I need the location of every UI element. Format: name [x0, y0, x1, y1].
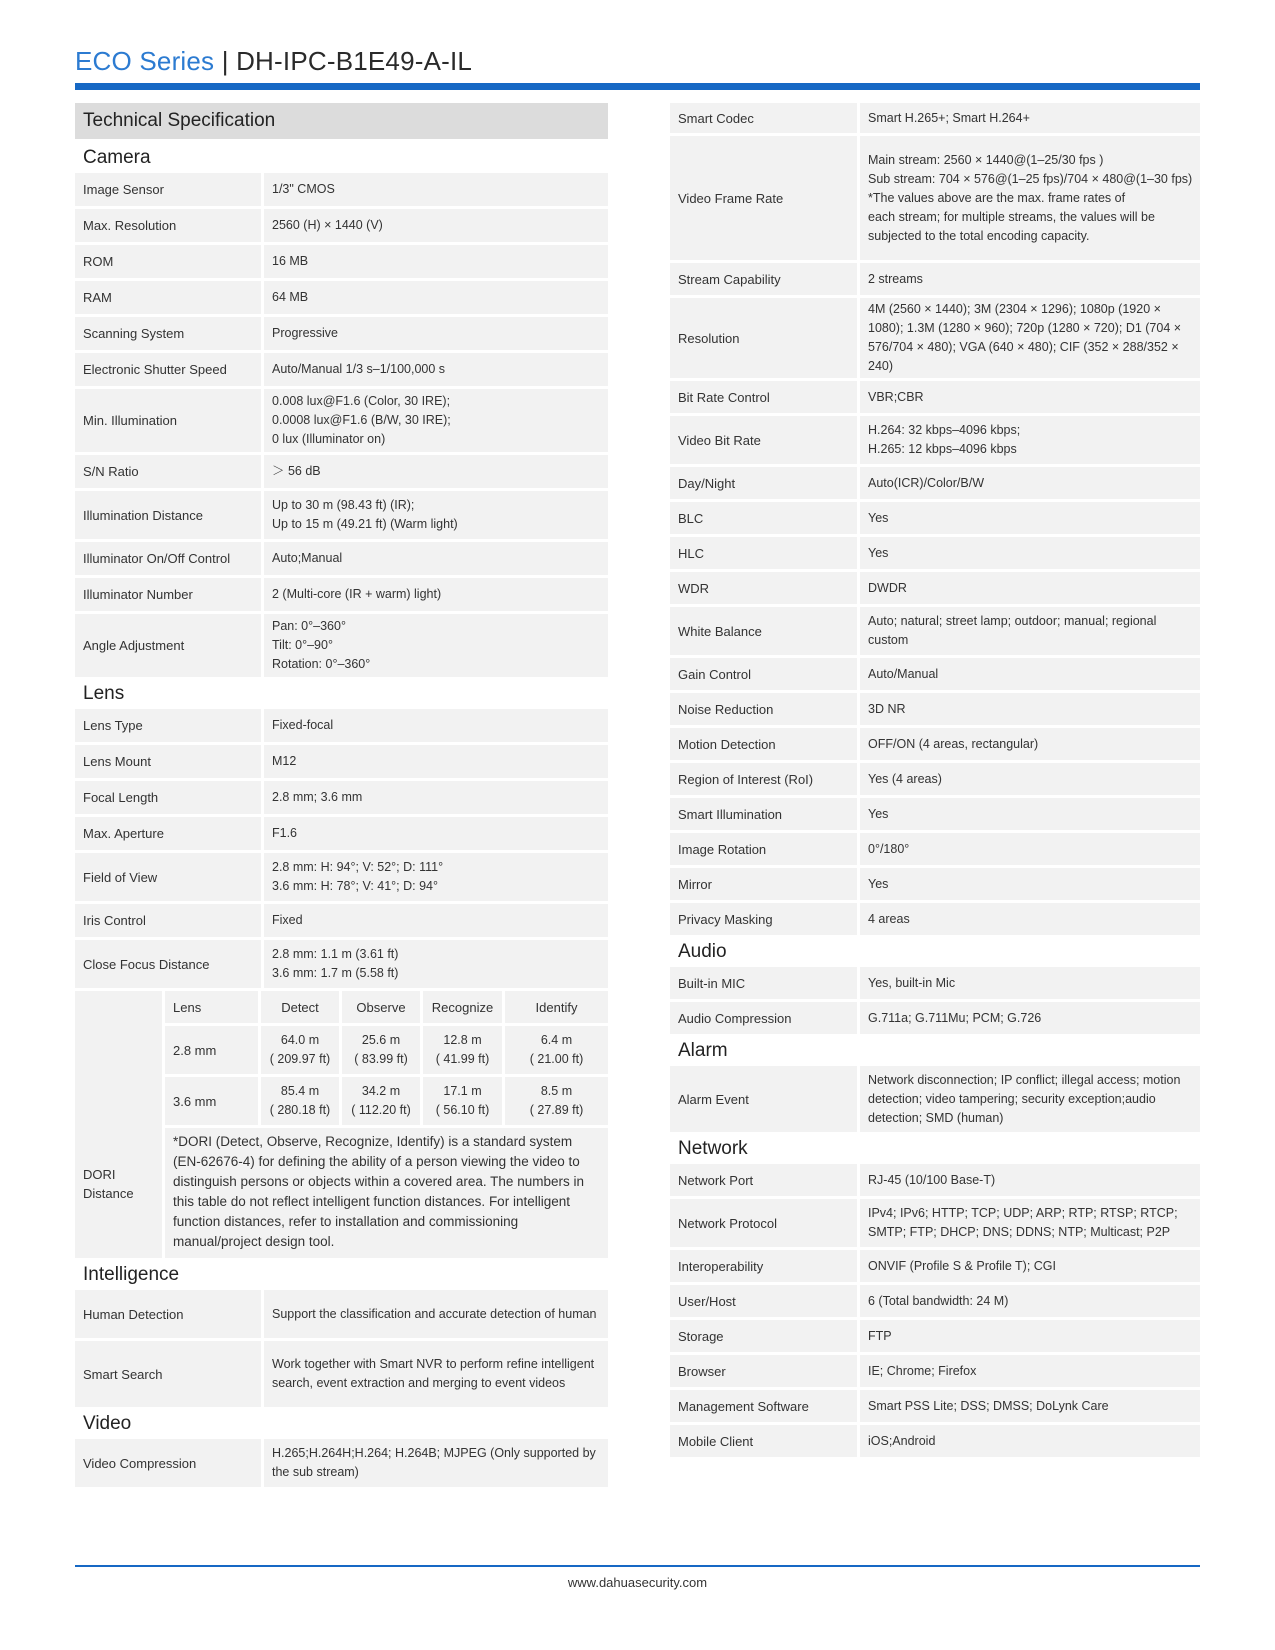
spec-value: Smart H.265+; Smart H.264+ — [857, 103, 1200, 133]
spec-row — [75, 491, 608, 539]
dori-cell: 25.6 m ( 83.99 ft) — [339, 1026, 420, 1074]
spec-label: Bit Rate Control — [670, 381, 857, 413]
spec-value: IPv4; IPv6; HTTP; TCP; UDP; ARP; RTP; RTSP; RTCP; SMTP; FTP; DHCP; DNS; DDNS; NTP; Multicast; P2P — [857, 1199, 1200, 1247]
spec-value: 16 MB — [261, 245, 608, 278]
spec-value: 2 (Multi-core (IR + warm) light) — [261, 578, 608, 611]
spec-label: Browser — [670, 1355, 857, 1387]
footer-url: www.dahuasecurity.com — [567, 1575, 708, 1590]
spec-value: H.265;H.264H;H.264; H.264B; MJPEG (Only supported by the sub stream) — [261, 1439, 608, 1487]
spec-value: ＞ 56 dB — [261, 455, 608, 488]
spec-value: ONVIF (Profile S & Profile T); CGI — [857, 1250, 1200, 1282]
spec-label: Video Compression — [75, 1439, 261, 1487]
dori-cell: 17.1 m ( 56.10 ft) — [420, 1077, 502, 1125]
spec-row — [670, 136, 1200, 260]
spec-label: Smart Illumination — [670, 798, 857, 830]
spec-label: Gain Control — [670, 658, 857, 690]
spec-label: Max. Resolution — [75, 209, 261, 242]
dori-header: Recognize — [420, 991, 502, 1023]
spec-value: IE; Chrome; Firefox — [857, 1355, 1200, 1387]
spec-value: Up to 30 m (98.43 ft) (IR); Up to 15 m (49.21 ft) (Warm light) — [261, 491, 608, 539]
spec-value: Network disconnection; IP conflict; illegal access; motion detection; video tampering; security exception;audio detection; SMD (human) — [857, 1066, 1200, 1132]
spec-label: White Balance — [670, 607, 857, 655]
dori-label: DORI Distance — [75, 991, 162, 1258]
spec-label: Focal Length — [75, 781, 261, 814]
section-title-lens: Lens — [83, 683, 125, 704]
spec-value: M12 — [261, 745, 608, 778]
spec-row — [75, 709, 608, 742]
dori-header: Lens — [162, 991, 258, 1023]
spec-row — [670, 1425, 1200, 1457]
spec-label: Stream Capability — [670, 263, 857, 295]
spec-value: 2.8 mm; 3.6 mm — [261, 781, 608, 814]
spec-row — [75, 173, 608, 206]
spec-value: Smart PSS Lite; DSS; DMSS; DoLynk Care — [857, 1390, 1200, 1422]
spec-label: Image Rotation — [670, 833, 857, 865]
spec-value: G.711a; G.711Mu; PCM; G.726 — [857, 1002, 1200, 1034]
spec-label: Smart Search — [75, 1341, 261, 1407]
spec-row — [75, 1341, 608, 1407]
spec-heading: Technical Specification — [75, 103, 608, 139]
spec-label: Resolution — [670, 298, 857, 378]
spec-value: Auto;Manual — [261, 542, 608, 575]
spec-label: Illuminator Number — [75, 578, 261, 611]
spec-row — [75, 209, 608, 242]
spec-label: Lens Type — [75, 709, 261, 742]
spec-label: Alarm Event — [670, 1066, 857, 1132]
spec-row — [670, 1285, 1200, 1317]
spec-table — [670, 1161, 1200, 1460]
spec-value: Fixed — [261, 904, 608, 937]
spec-table — [75, 706, 608, 991]
spec-row — [670, 537, 1200, 569]
spec-label: Min. Illumination — [75, 389, 261, 452]
spec-label: Illuminator On/Off Control — [75, 542, 261, 575]
dori-note: *DORI (Detect, Observe, Recognize, Identify) is a standard system (EN-62676-4) for defining the ability of a person viewing the video to distinguish persons or objects within a covered area. The numbers in this table do not reflect intelligent function distances. For intelligent function distances, refer to installation and commissioning manual/project design tool. — [162, 1128, 608, 1258]
spec-row — [670, 868, 1200, 900]
spec-label: Iris Control — [75, 904, 261, 937]
spec-row — [670, 502, 1200, 534]
section-title-network: Network — [678, 1138, 748, 1159]
spec-label: Network Protocol — [670, 1199, 857, 1247]
spec-label: Close Focus Distance — [75, 940, 261, 988]
spec-label: Image Sensor — [75, 173, 261, 206]
spec-value: 2.8 mm: H: 94°; V: 52°; D: 111° 3.6 mm: H: 78°; V: 41°; D: 94° — [261, 853, 608, 901]
dori-cell: 6.4 m ( 21.00 ft) — [502, 1026, 608, 1074]
spec-value: 1/3" CMOS — [261, 173, 608, 206]
spec-row — [75, 578, 608, 611]
footer-rule — [75, 1565, 1200, 1567]
spec-table — [670, 964, 1200, 1037]
dori-cell: 34.2 m ( 112.20 ft) — [339, 1077, 420, 1125]
spec-row — [670, 728, 1200, 760]
spec-value: DWDR — [857, 572, 1200, 604]
spec-value: Progressive — [261, 317, 608, 350]
spec-value: Work together with Smart NVR to perform refine intelligent search, event extraction and merging to event videos — [261, 1341, 608, 1407]
spec-label: Max. Aperture — [75, 817, 261, 850]
spec-table — [75, 170, 608, 680]
spec-label: ROM — [75, 245, 261, 278]
spec-value: 2 streams — [857, 263, 1200, 295]
right-column — [670, 103, 1200, 1457]
dori-cell: 12.8 m ( 41.99 ft) — [420, 1026, 502, 1074]
spec-row — [75, 904, 608, 937]
spec-label: Interoperability — [670, 1250, 857, 1282]
spec-row — [75, 281, 608, 314]
spec-value: Auto(ICR)/Color/B/W — [857, 467, 1200, 499]
spec-value: 4 areas — [857, 903, 1200, 935]
spec-label: WDR — [670, 572, 857, 604]
spec-row — [670, 298, 1200, 378]
dori-header: Identify — [502, 991, 608, 1023]
spec-value: Yes — [857, 537, 1200, 569]
section-title-alarm: Alarm — [678, 1040, 728, 1061]
spec-label: Lens Mount — [75, 745, 261, 778]
spec-label: RAM — [75, 281, 261, 314]
spec-row — [670, 693, 1200, 725]
spec-value: iOS;Android — [857, 1425, 1200, 1457]
spec-row — [75, 940, 608, 988]
spec-row — [75, 317, 608, 350]
spec-table — [670, 1063, 1200, 1135]
spec-label: S/N Ratio — [75, 455, 261, 488]
spec-row — [670, 1390, 1200, 1422]
spec-row — [670, 1320, 1200, 1352]
spec-value: 64 MB — [261, 281, 608, 314]
spec-value: Fixed-focal — [261, 709, 608, 742]
spec-row — [670, 572, 1200, 604]
dori-header: Detect — [258, 991, 339, 1023]
dori-cell: 85.4 m ( 280.18 ft) — [258, 1077, 339, 1125]
spec-row — [75, 853, 608, 901]
spec-label: Video Bit Rate — [670, 416, 857, 464]
document-title — [75, 44, 1200, 78]
spec-row — [670, 416, 1200, 464]
page-header — [75, 44, 1200, 78]
left-column — [75, 103, 608, 1487]
spec-row — [670, 1002, 1200, 1034]
spec-label: Angle Adjustment — [75, 614, 261, 677]
spec-label: Smart Codec — [670, 103, 857, 133]
spec-row — [670, 381, 1200, 413]
dori-table — [75, 988, 608, 1261]
spec-row — [75, 817, 608, 850]
spec-value: FTP — [857, 1320, 1200, 1352]
section-title-camera: Camera — [83, 147, 151, 168]
spec-label: Mirror — [670, 868, 857, 900]
spec-row — [75, 745, 608, 778]
dori-header: Observe — [339, 991, 420, 1023]
spec-value: H.264: 32 kbps–4096 kbps; H.265: 12 kbps–4096 kbps — [857, 416, 1200, 464]
spec-label: User/Host — [670, 1285, 857, 1317]
spec-value: RJ-45 (10/100 Base-T) — [857, 1164, 1200, 1196]
spec-value: Pan: 0°–360° Tilt: 0°–90° Rotation: 0°–360° — [261, 614, 608, 677]
spec-label: Storage — [670, 1320, 857, 1352]
dori-row-lens: 2.8 mm — [162, 1026, 258, 1074]
spec-value: OFF/ON (4 areas, rectangular) — [857, 728, 1200, 760]
spec-row — [670, 833, 1200, 865]
section-title-intelligence: Intelligence — [83, 1264, 180, 1285]
spec-row — [670, 658, 1200, 690]
spec-value: 0°/180° — [857, 833, 1200, 865]
spec-table — [75, 1436, 608, 1490]
spec-row — [670, 967, 1200, 999]
spec-label: Day/Night — [670, 467, 857, 499]
dori-cell: 8.5 m ( 27.89 ft) — [502, 1077, 608, 1125]
spec-label: Electronic Shutter Speed — [75, 353, 261, 386]
spec-row — [75, 1439, 608, 1487]
spec-value: Auto/Manual 1/3 s–1/100,000 s — [261, 353, 608, 386]
spec-row — [670, 263, 1200, 295]
spec-label: Built-in MIC — [670, 967, 857, 999]
spec-label: Video Frame Rate — [670, 136, 857, 260]
spec-value: Yes — [857, 798, 1200, 830]
spec-label: Human Detection — [75, 1290, 261, 1338]
spec-row — [670, 903, 1200, 935]
spec-label: HLC — [670, 537, 857, 569]
spec-row — [670, 1250, 1200, 1282]
spec-label: Privacy Masking — [670, 903, 857, 935]
spec-row — [670, 1066, 1200, 1132]
series-name: ECO Series — [75, 46, 215, 76]
spec-row — [670, 798, 1200, 830]
spec-row — [75, 781, 608, 814]
spec-value: 4M (2560 × 1440); 3M (2304 × 1296); 1080p (1920 × 1080); 1.3M (1280 × 960); 720p (1280 × 720); D1 (704 × 576/704 × 480); VGA (640 × 480); CIF (352 × 288/352 × 240) — [857, 298, 1200, 378]
spec-value: 2.8 mm: 1.1 m (3.61 ft) 3.6 mm: 1.7 m (5.58 ft) — [261, 940, 608, 988]
spec-value: Yes — [857, 502, 1200, 534]
spec-row — [670, 1199, 1200, 1247]
spec-label: Scanning System — [75, 317, 261, 350]
spec-value: Auto; natural; street lamp; outdoor; manual; regional custom — [857, 607, 1200, 655]
spec-label: Audio Compression — [670, 1002, 857, 1034]
spec-label: Motion Detection — [670, 728, 857, 760]
spec-label: Network Port — [670, 1164, 857, 1196]
spec-value: Auto/Manual — [857, 658, 1200, 690]
spec-label: Illumination Distance — [75, 491, 261, 539]
spec-value: 0.008 lux@F1.6 (Color, 30 IRE); 0.0008 lux@F1.6 (B/W, 30 IRE); 0 lux (Illuminator on) — [261, 389, 608, 452]
spec-value: Yes, built-in Mic — [857, 967, 1200, 999]
spec-label: BLC — [670, 502, 857, 534]
spec-label: Mobile Client — [670, 1425, 857, 1457]
spec-row — [75, 542, 608, 575]
spec-row — [670, 103, 1200, 133]
spec-row — [670, 1355, 1200, 1387]
spec-table — [75, 1287, 608, 1410]
spec-row — [75, 389, 608, 452]
spec-value: Yes — [857, 868, 1200, 900]
spec-row — [75, 614, 608, 677]
spec-value: F1.6 — [261, 817, 608, 850]
section-title-video: Video — [83, 1413, 132, 1434]
spec-row — [75, 245, 608, 278]
spec-row — [75, 1290, 608, 1338]
spec-row — [670, 467, 1200, 499]
spec-row — [670, 607, 1200, 655]
title-separator: | — [214, 46, 237, 76]
section-title-audio: Audio — [678, 941, 727, 962]
spec-row — [75, 455, 608, 488]
spec-row — [670, 763, 1200, 795]
spec-value: 3D NR — [857, 693, 1200, 725]
spec-value: VBR;CBR — [857, 381, 1200, 413]
spec-value: 2560 (H) × 1440 (V) — [261, 209, 608, 242]
spec-value: Main stream: 2560 × 1440@(1–25/30 fps ) Sub stream: 704 × 576@(1–25 fps)/704 × 480@(1–30 fps) *The values above are the max. frame rates of each stream; for multiple streams, the values will be subjected to the total encoding capacity. — [857, 136, 1200, 260]
model-name: DH-IPC-B1E49-A-IL — [236, 46, 473, 76]
dori-row-lens: 3.6 mm — [162, 1077, 258, 1125]
dori-cell: 64.0 m ( 209.97 ft) — [258, 1026, 339, 1074]
spec-label: Management Software — [670, 1390, 857, 1422]
spec-label: Field of View — [75, 853, 261, 901]
spec-value: Support the classification and accurate detection of human — [261, 1290, 608, 1338]
spec-value: 6 (Total bandwidth: 24 M) — [857, 1285, 1200, 1317]
spec-value: Yes (4 areas) — [857, 763, 1200, 795]
spec-label: Region of Interest (RoI) — [670, 763, 857, 795]
header-bar — [75, 83, 1200, 90]
spec-label: Noise Reduction — [670, 693, 857, 725]
spec-table — [670, 100, 1200, 938]
spec-row — [670, 1164, 1200, 1196]
spec-row — [75, 353, 608, 386]
